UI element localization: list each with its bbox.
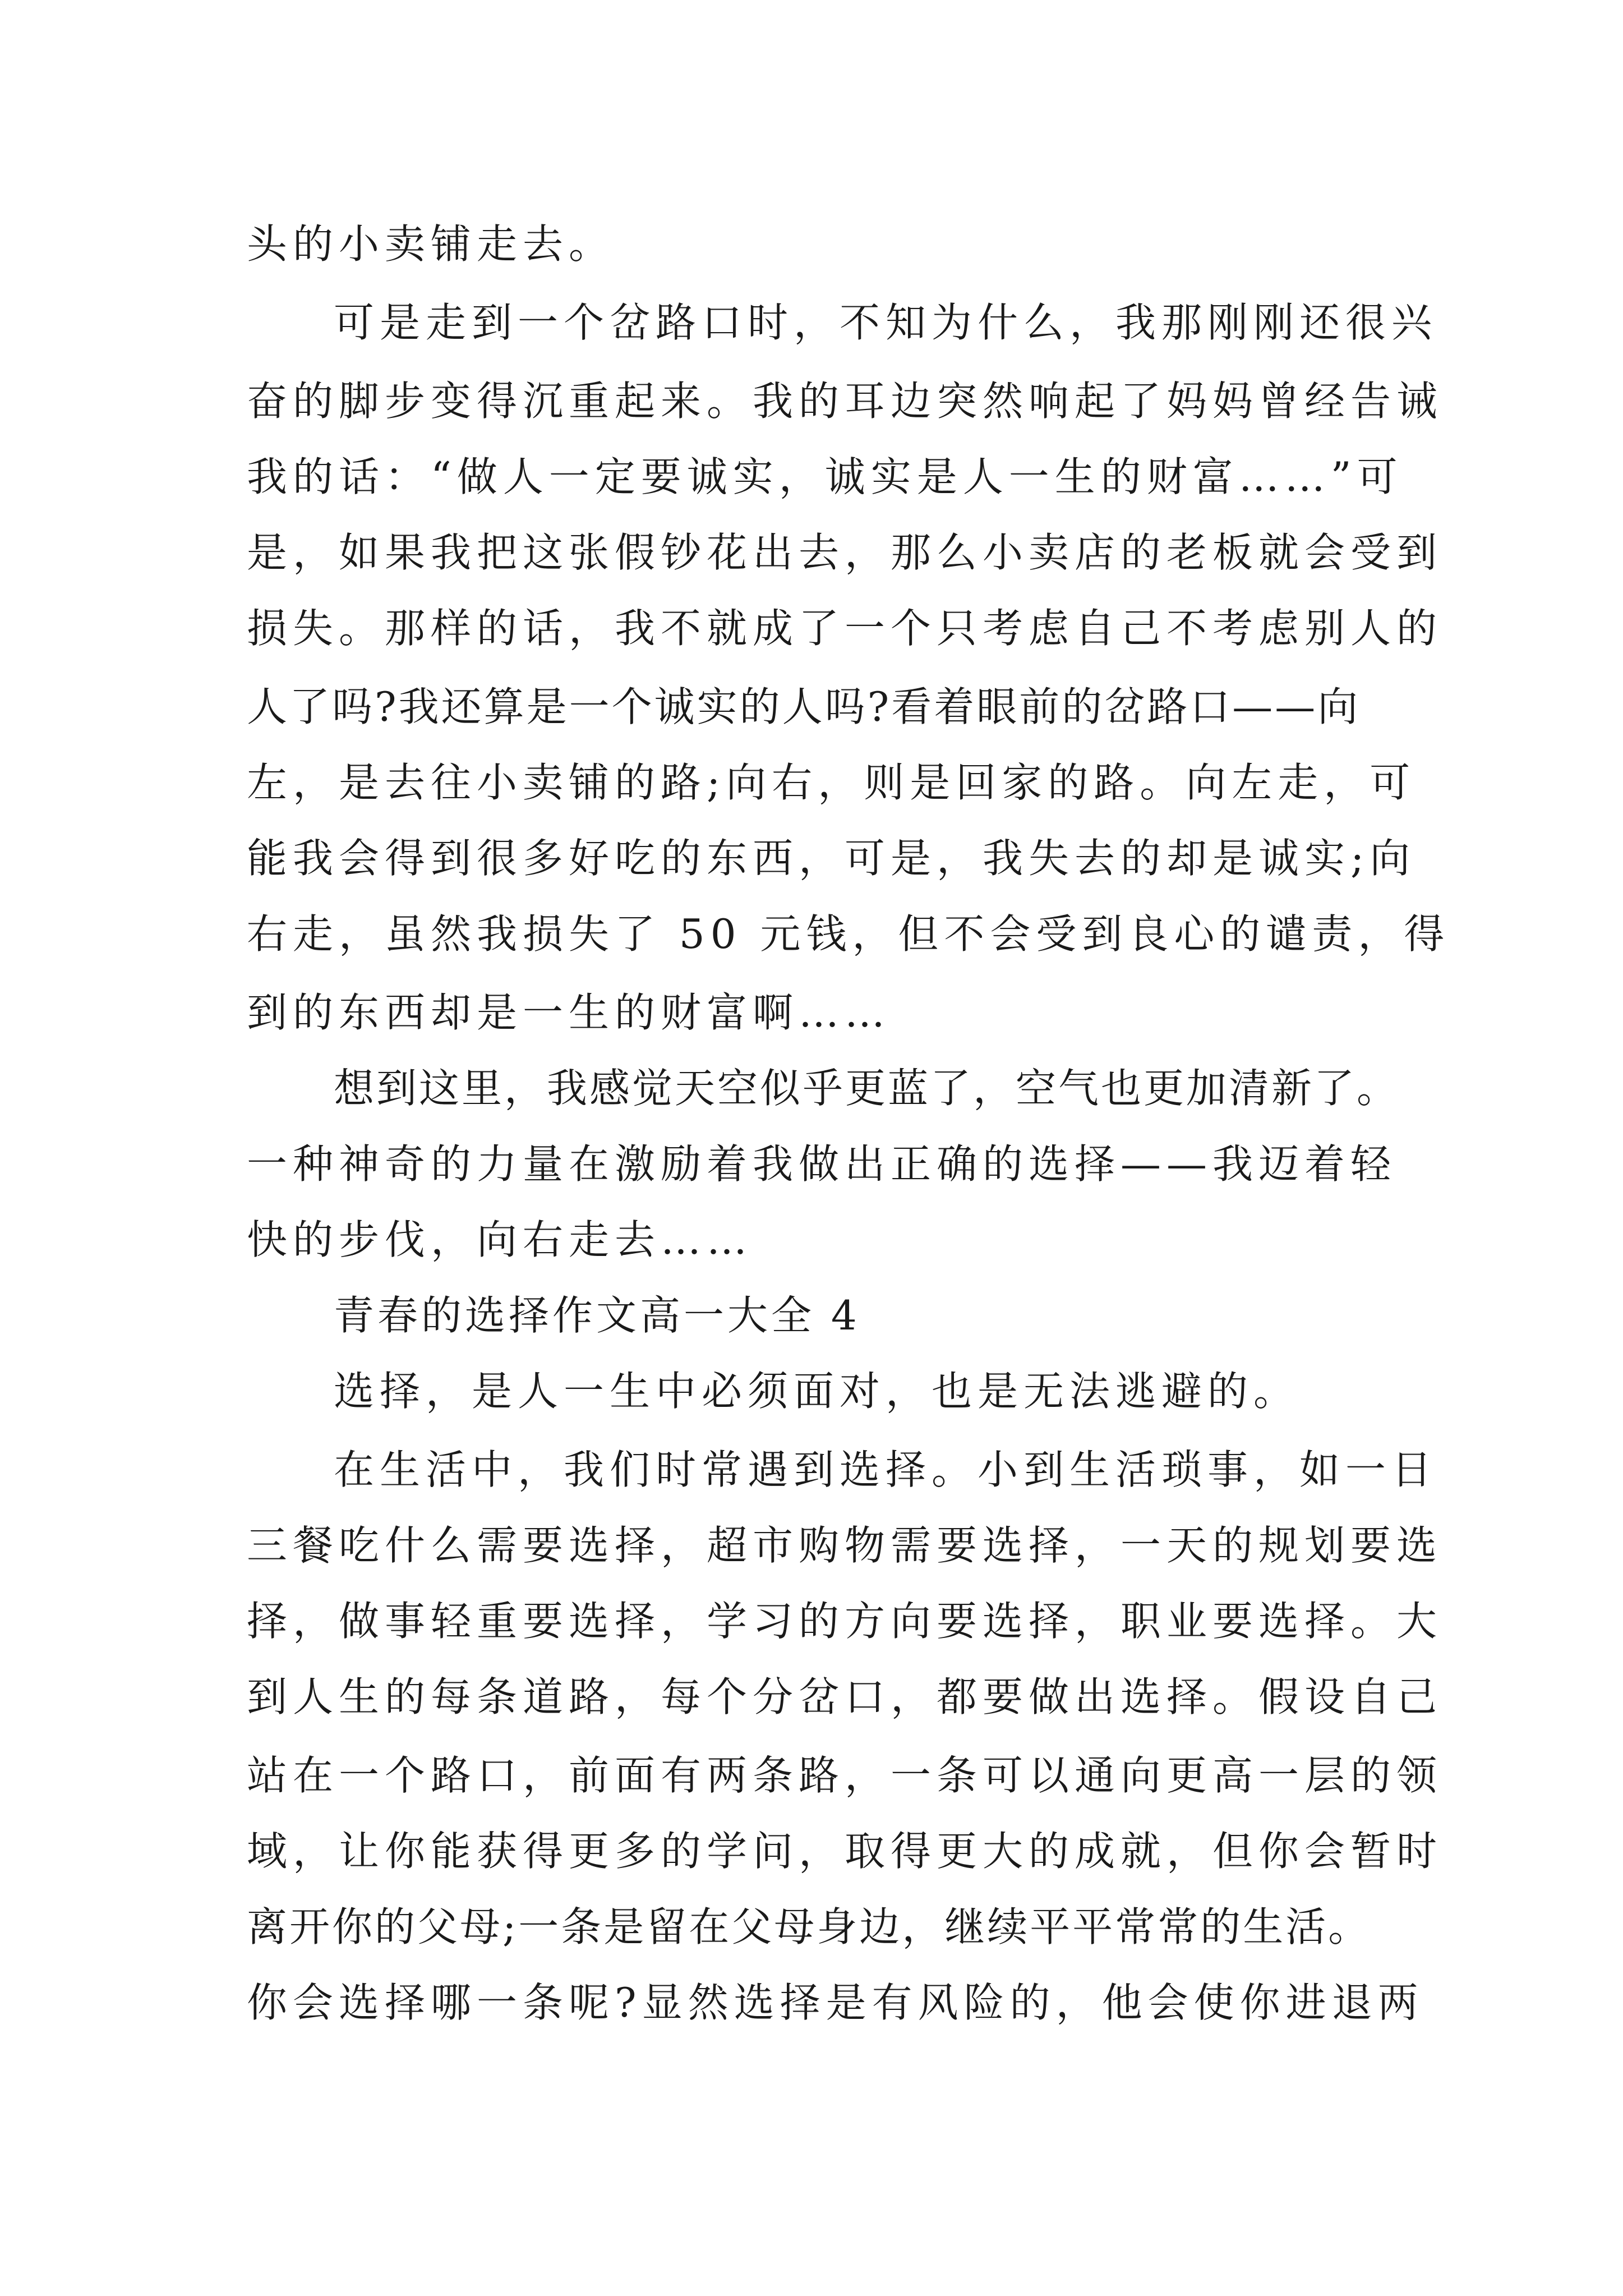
text-line: 能我会得到很多好吃的东西，可是，我失去的却是诚实;向 (247, 835, 1416, 882)
text-line: 选择，是人一生中必须面对，也是无法逃避的。 (334, 1368, 1300, 1415)
text-line: 域，让你能获得更多的学问，取得更大的成就，但你会暂时 (247, 1828, 1443, 1875)
text-line: 想到这里，我感觉天空似乎更蓝了，空气也更加清新了。 (334, 1065, 1400, 1112)
text-line: 头的小卖铺走去。 (247, 220, 615, 268)
text-line: 一种神奇的力量在激励着我做出正确的选择——我迈着轻 (247, 1140, 1397, 1188)
text-line: 离开你的父母;一条是留在父母身边，继续平平常常的生活。 (247, 1903, 1371, 1950)
text-line: 三餐吃什么需要选择，超市购物需要选择，一天的规划要选 (247, 1522, 1443, 1569)
text-line: 快的步伐，向右走去…… (247, 1216, 753, 1263)
text-line: 左，是去往小卖铺的路;向右，则是回家的路。向左走，可 (247, 759, 1416, 806)
section-heading: 青春的选择作文高一大全 4 (334, 1292, 860, 1339)
text-line: 到的东西却是一生的财富啊…… (247, 989, 891, 1036)
text-line: 择，做事轻重要选择，学习的方向要选择，职业要选择。大 (247, 1598, 1443, 1645)
text-line: 奋的脚步变得沉重起来。我的耳边突然响起了妈妈曾经告诫 (247, 378, 1443, 425)
text-line: 损失。那样的话，我不就成了一个只考虑自己不考虑别人的 (247, 605, 1443, 652)
text-line: 人了吗?我还算是一个诚实的人吗?看着眼前的岔路口——向 (247, 683, 1361, 730)
text-line: 右走，虽然我损失了 50 元钱，但不会受到良心的谴责，得 (247, 910, 1450, 958)
text-line: 你会选择哪一条呢?显然选择是有风险的，他会使你进退两 (247, 1979, 1424, 2026)
text-line: 到人生的每条道路，每个分岔口，都要做出选择。假设自己 (247, 1673, 1443, 1720)
text-line: 我的话：“做人一定要诚实，诚实是人一生的财富……”可 (247, 453, 1403, 500)
text-line: 可是走到一个岔路口时，不知为什么，我那刚刚还很兴 (334, 299, 1438, 346)
text-line: 站在一个路口，前面有两条路，一条可以通向更高一层的领 (247, 1752, 1443, 1799)
text-line: 是，如果我把这张假钞花出去，那么小卖店的老板就会受到 (247, 529, 1443, 576)
text-line: 在生活中，我们时常遇到选择。小到生活琐事，如一日 (334, 1446, 1438, 1493)
